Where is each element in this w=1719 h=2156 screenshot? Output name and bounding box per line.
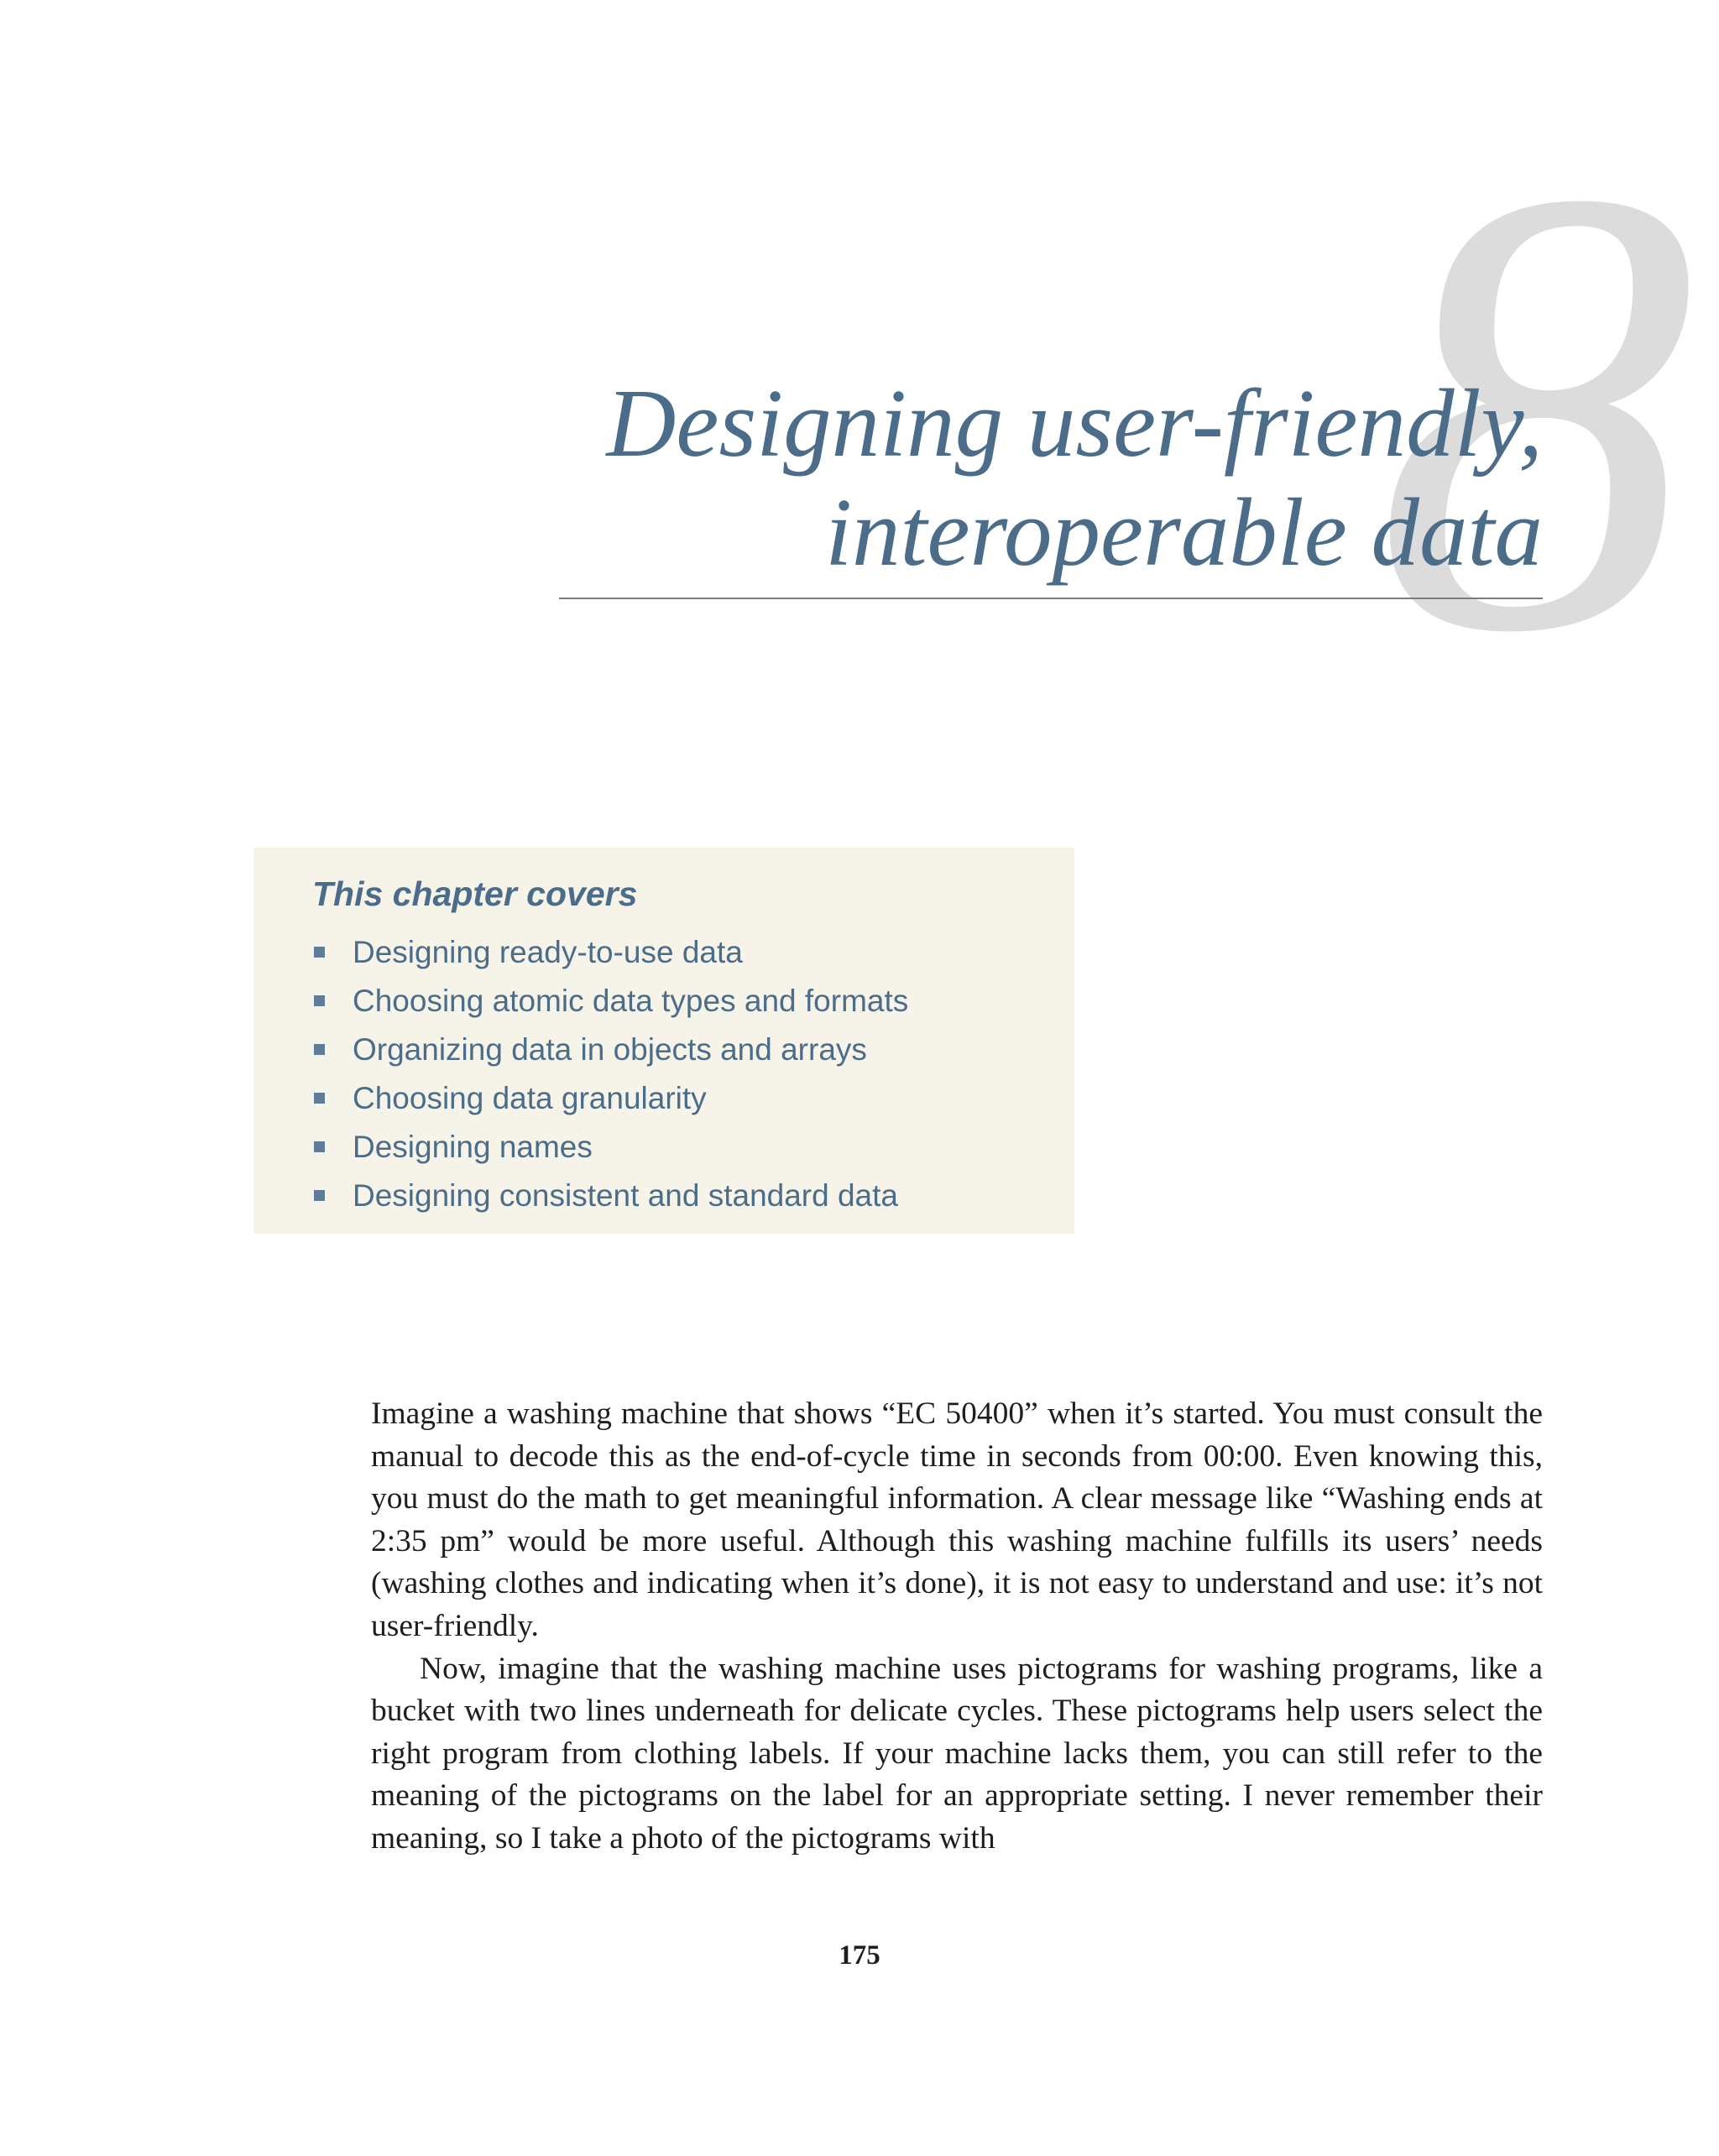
square-bullet-icon	[314, 1190, 325, 1201]
list-item	[312, 1026, 1074, 1074]
body-text	[371, 1393, 1543, 1861]
list-item	[312, 928, 1074, 977]
body-paragraph-1: Imagine a washing machine that shows “EC 50400” when it’s started. You must consult the manual to decode this as the end-of-cycle time in seconds from 00:00. Even knowing this, you must do the math to get meaningful information. A clear message like “Washing ends at 2:35 pm” would be more useful. Although this washing machine fulfills its users’ needs (washing clothes and indicating when it’s done), it is not easy to understand and use: it’s not user-friendly.	[371, 1396, 1543, 1643]
square-bullet-icon	[314, 1093, 325, 1104]
chapter-title-line-1: Designing user-friendly,	[606, 370, 1543, 477]
square-bullet-icon	[314, 1141, 325, 1152]
chapter-covers-box	[253, 848, 1074, 1234]
list-item	[312, 1123, 1074, 1172]
chapter-title	[520, 369, 1543, 587]
title-divider	[559, 598, 1543, 599]
list-item	[312, 977, 1074, 1026]
square-bullet-icon	[314, 1044, 325, 1055]
square-bullet-icon	[314, 947, 325, 958]
list-item	[312, 1074, 1074, 1123]
chapter-number: 8	[1377, 58, 1695, 764]
list-item-text: Designing ready-to-use data	[353, 935, 743, 969]
list-item-text: Designing names	[353, 1130, 593, 1164]
square-bullet-icon	[314, 995, 325, 1006]
chapter-title-line-2: interoperable data	[825, 479, 1543, 586]
chapter-covers-list	[312, 928, 1074, 1220]
list-item-text: Organizing data in objects and arrays	[353, 1032, 867, 1067]
list-item	[312, 1172, 1074, 1220]
list-item-text: Choosing atomic data types and formats	[353, 984, 909, 1018]
body-paragraph-2: Now, imagine that the washing machine uses pictograms for washing programs, like a bucket with two lines underneath for delicate cycles. These pictograms help users select the right program from clothing labels. If your machine lacks them, you can still refer to the meaning of the pictograms on the label for an appropriate setting. I never remember their meaning, so I take a photo of the pictograms with	[371, 1651, 1543, 1856]
chapter-covers-heading: This chapter covers	[312, 874, 638, 913]
list-item-text: Choosing data granularity	[353, 1081, 707, 1115]
page-number: 175	[839, 1940, 880, 1971]
list-item-text: Designing consistent and standard data	[353, 1178, 898, 1213]
